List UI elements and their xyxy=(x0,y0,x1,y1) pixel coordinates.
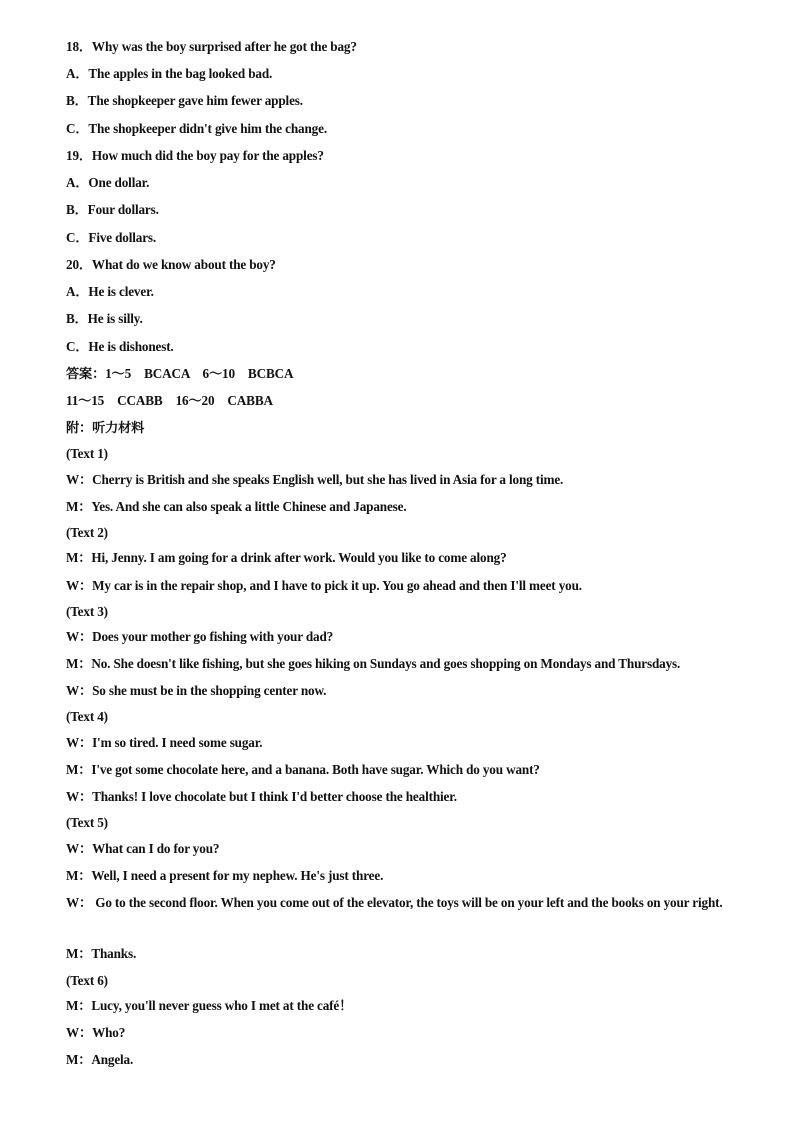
text-5-line-4: M：Thanks. xyxy=(66,946,137,961)
question-19-option-c: C．Five dollars. xyxy=(66,230,157,245)
question-20-option-b: B．He is silly. xyxy=(66,311,143,326)
question-20-option-a: A．He is clever. xyxy=(66,284,154,299)
text-1-line-2: M：Yes. And she can also speak a little Chinese and Japanese. xyxy=(66,499,407,514)
text-5-line-2: M：Well, I need a present for my nephew. He's just three. xyxy=(66,868,384,883)
text-3-line-1: W：Does your mother go fishing with your dad? xyxy=(66,629,334,644)
question-19-option-b: B．Four dollars. xyxy=(66,202,159,217)
question-20-stem: 20．What do we know about the boy? xyxy=(66,257,276,272)
text-2-line-2: W：My car is in the repair shop, and I have to pick it up. You go ahead and then I'll meet you. xyxy=(66,578,582,593)
text-6-label: (Text 6) xyxy=(66,973,108,988)
question-18-stem: 18．Why was the boy surprised after he got the bag? xyxy=(66,39,357,54)
text-6-line-2: W：Who? xyxy=(66,1025,126,1040)
text-4-line-1: W：I'm so tired. I need some sugar. xyxy=(66,735,263,750)
question-18-option-a: A．The apples in the bag looked bad. xyxy=(66,66,273,81)
text-2-line-1: M：Hi, Jenny. I am going for a drink after work. Would you like to come along? xyxy=(66,550,507,565)
text-4-line-3: W：Thanks! I love chocolate but I think I'd better choose the healthier. xyxy=(66,789,457,804)
text-3-line-3: W：So she must be in the shopping center now. xyxy=(66,683,327,698)
question-18-option-c: C．The shopkeeper didn't give him the change. xyxy=(66,121,327,136)
question-18-option-b: B．The shopkeeper gave him fewer apples. xyxy=(66,93,303,108)
question-19-option-a: A．One dollar. xyxy=(66,175,150,190)
question-20-option-c: C．He is dishonest. xyxy=(66,339,174,354)
text-2-label: (Text 2) xyxy=(66,525,108,540)
text-1-line-1: W：Cherry is British and she speaks English well, but she has lived in Asia for a long time. xyxy=(66,472,564,487)
text-6-line-1: M：Lucy, you'll never guess who I met at the café！ xyxy=(66,998,353,1013)
question-19-stem: 19．How much did the boy pay for the apples? xyxy=(66,148,324,163)
text-5-label: (Text 5) xyxy=(66,815,108,830)
text-1-label: (Text 1) xyxy=(66,446,108,461)
text-5-line-1: W：What can I do for you? xyxy=(66,841,220,856)
text-3-line-2: M：No. She doesn't like fishing, but she goes hiking on Sundays and goes shopping on Mondays and Thursdays. xyxy=(66,656,681,671)
text-3-label: (Text 3) xyxy=(66,604,108,619)
answer-key-line-2: 11～15 CCABB 16～20 CABBA xyxy=(66,393,273,408)
text-4-label: (Text 4) xyxy=(66,709,108,724)
appendix-title: 附：听力材料 xyxy=(66,420,145,435)
text-4-line-2: M：I've got some chocolate here, and a banana. Both have sugar. Which do you want? xyxy=(66,762,540,777)
text-5-line-3: W： Go to the second floor. When you come out of the elevator, the toys will be on your left and the books on your right. xyxy=(66,895,723,910)
text-6-line-3: M：Angela. xyxy=(66,1052,134,1067)
answer-key-line-1: 答案：1～5 BCACA 6～10 BCBCA xyxy=(66,366,294,381)
